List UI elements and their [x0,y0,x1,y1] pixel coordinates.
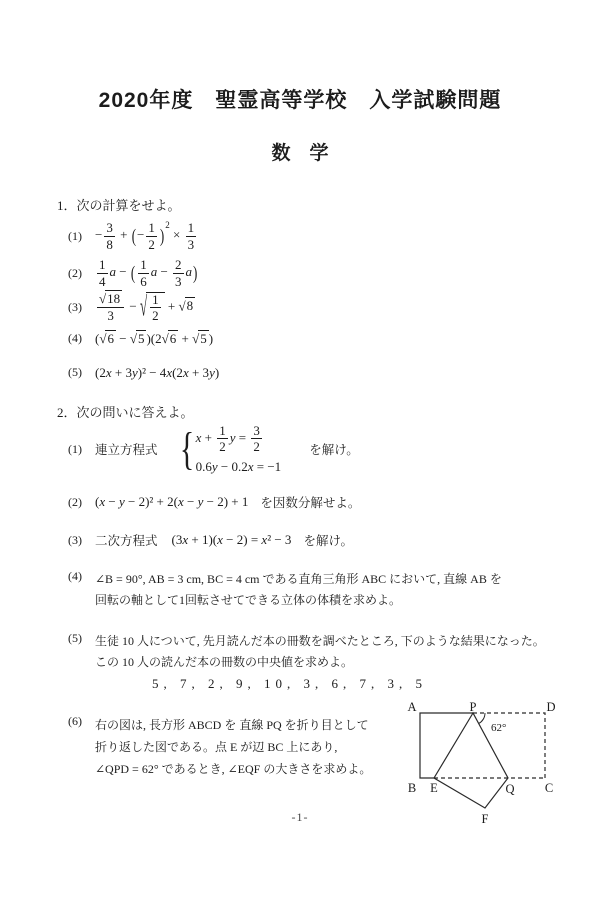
q2-item-1 [57,424,600,475]
body-line: 折り返した図である。点 E が辺 BC 上にあり, [95,740,338,755]
q2-item-2 [57,493,600,511]
item-number: (1) [68,228,82,243]
body-line: 生徒 10 人について, 先月読んだ本の冊数を調べたところ, 下のような結果になった。 [95,634,545,649]
point-label-d: D [546,700,556,714]
q1-item-3 [57,292,600,323]
math-expression: $\frac{√ 18}{3}$ − √ $\frac{1}{2}$ + √ 8 [99,290,194,324]
item-number: (3) [68,532,82,547]
body-line: この 10 人の読んだ本の冊数の中央値を求めよ。 [95,655,354,670]
section-2-header: 2．次の問いに答えよ。 [57,404,194,420]
page-title: 2020年度 聖霊高等学校 入学試験問題 [98,89,502,112]
q1-item-2 [57,258,600,288]
equation-1: x + $\frac{1}{2}$ y = $\frac{3}{2}$ [195,422,260,455]
item-number: (5) [68,365,82,380]
math-expression: − $\frac{3}{8}$ + (− $\frac{1}{2}$ )$^2$ × $\frac{1}{3}$ [95,220,195,252]
item-body [95,714,371,780]
math-expression: (√ 6 − √ 5 )(2√ 6 + √ 5 ) [95,330,214,346]
equation-2: 0.6y − 0.2x = −1 [195,459,282,475]
point-label-e: E [430,781,438,795]
math-expression: (3x + 1)(x − 2) = x² − 3 [171,532,292,548]
body-line: 回転の軸として1回転させてできる立体の体積を求めよ。 [95,593,402,608]
q2-item-4 [57,569,600,611]
item-lead-text: 二次方程式 [95,534,158,549]
point-label-a: A [407,700,417,714]
angle-value-label: 62° [491,722,507,734]
point-label-b: B [407,781,417,795]
math-expression: (x − y − 2)² + 2(x − y − 2) + 1 [95,494,249,510]
q1-item-4 [57,331,600,347]
item-tail-text: を因数分解せよ。 [260,496,361,511]
subject-title: 数 学 [271,143,329,164]
body-line: ∠QPD = 62° であるとき, ∠EQF の大きさを求めよ。 [95,762,372,777]
section-1-header: 1．次の計算をせよ。 [57,198,181,213]
item-number: (6) [68,714,82,729]
math-expression: (2x + 3y)² − 4x(2x + 3y) [95,364,220,380]
item-number: (2) [68,494,82,509]
data-values-line: 5, 7, 2, 9, 10, 3, 6, 7, 3, 5 [152,676,427,692]
q2-item-3 [57,531,600,549]
system-equations [196,424,282,475]
item-number: (2) [68,265,82,280]
rect-dashed-top-right-edges [473,713,545,778]
point-label-f: F [481,812,489,826]
page-number: -1- [291,810,309,824]
item-lead-text: 連立方程式 [95,443,158,458]
item-number: (5) [68,631,82,646]
item-body [95,569,502,611]
body-line: ∠B = 90°, AB = 3 cm, BC = 4 cm である直角三角形 ABC において, 直線 AB を [95,572,502,587]
body-line: 右の図は, 長方形 ABCD を 直線 PQ を折り目として [95,718,369,733]
point-label-p: P [469,700,477,714]
item-number: (4) [68,569,82,584]
q1-item-5 [57,365,600,381]
point-label-q: Q [505,782,515,796]
q2-item-5 [57,631,600,694]
item-tail-text: を解け。 [309,443,359,458]
item-tail-text: を解け。 [303,534,353,549]
math-expression: $\frac{1}{4}$ a − ( $\frac{1}{6}$ a − $\frac{2}{3}$ a) [99,257,198,289]
item-number: (3) [68,299,82,314]
item-number: (4) [68,331,82,346]
equation-system [176,424,282,475]
angle-arc [479,713,485,724]
q1-item-1 [57,221,600,251]
system-brace: { [179,423,194,475]
point-label-c: C [544,781,554,795]
rect-solid-left-edges [420,713,473,778]
section-1 [57,195,600,381]
item-body [95,631,545,694]
item-number: (1) [68,441,82,456]
